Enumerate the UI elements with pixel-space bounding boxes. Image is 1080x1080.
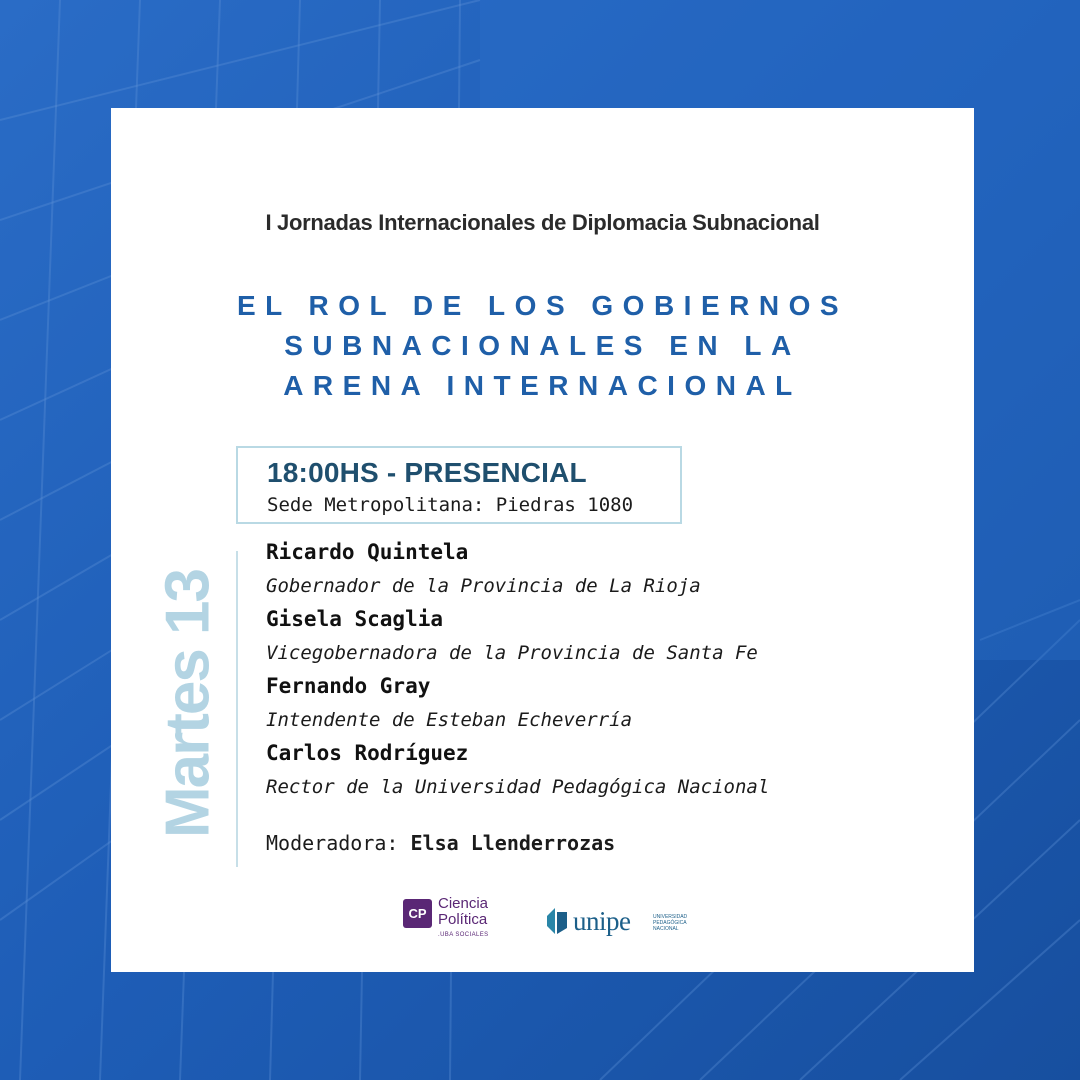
speaker-role: Vicegobernadora de la Provincia de Santa Fe	[266, 642, 758, 664]
event-series-title: I Jornadas Internacionales de Diplomacia Subnacional	[265, 210, 820, 235]
unipe-logo	[547, 903, 707, 943]
unipe-sub-line-1: UNIVERSIDAD	[653, 914, 688, 920]
schedule-box	[236, 446, 682, 524]
unipe-subtext	[653, 914, 713, 932]
speaker-name: Carlos Rodríguez	[266, 741, 469, 765]
vertical-divider	[236, 551, 238, 867]
date-text: Martes 13	[153, 569, 223, 839]
cp-badge: CP	[403, 899, 432, 928]
cp-wordmark	[438, 896, 488, 928]
unipe-mark-icon	[547, 908, 569, 934]
moderator-label: Moderadora:	[266, 831, 399, 855]
speaker-name: Fernando Gray	[266, 674, 431, 698]
unipe-sub-line-3: NACIONAL	[653, 926, 679, 932]
time-and-mode: 18:00HS - PRESENCIAL	[267, 457, 587, 488]
speaker-name: Ricardo Quintela	[266, 540, 469, 564]
cp-line-2: Política	[438, 911, 488, 928]
speaker-role: Rector de la Universidad Pedagógica Nacional	[266, 776, 770, 798]
session-title-line-1: EL ROL DE LOS GOBIERNOS	[236, 290, 849, 321]
speaker-role: Gobernador de la Provincia de La Rioja	[266, 575, 701, 597]
session-title	[111, 286, 974, 406]
unipe-wordmark: unipe	[573, 906, 631, 936]
cp-subtext: .UBA SOCIALES	[438, 932, 489, 938]
cp-line-1: Ciencia	[438, 895, 489, 912]
moderator	[266, 831, 615, 855]
date-label	[153, 551, 223, 857]
session-title-line-3: ARENA INTERNACIONAL	[283, 370, 802, 401]
moderator-name: Elsa Llenderrozas	[410, 831, 616, 855]
unipe-sub-line-2: PEDAGÓGICA	[653, 920, 687, 926]
speaker-list	[266, 536, 906, 804]
speaker-name: Gisela Scaglia	[266, 607, 444, 631]
event-card	[111, 108, 974, 972]
ciencia-politica-logo	[403, 896, 523, 948]
session-title-line-2: SUBNACIONALES EN LA	[284, 330, 801, 361]
venue: Sede Metropolitana: Piedras 1080	[267, 494, 634, 516]
speaker-role: Intendente de Esteban Echeverría	[266, 709, 633, 731]
